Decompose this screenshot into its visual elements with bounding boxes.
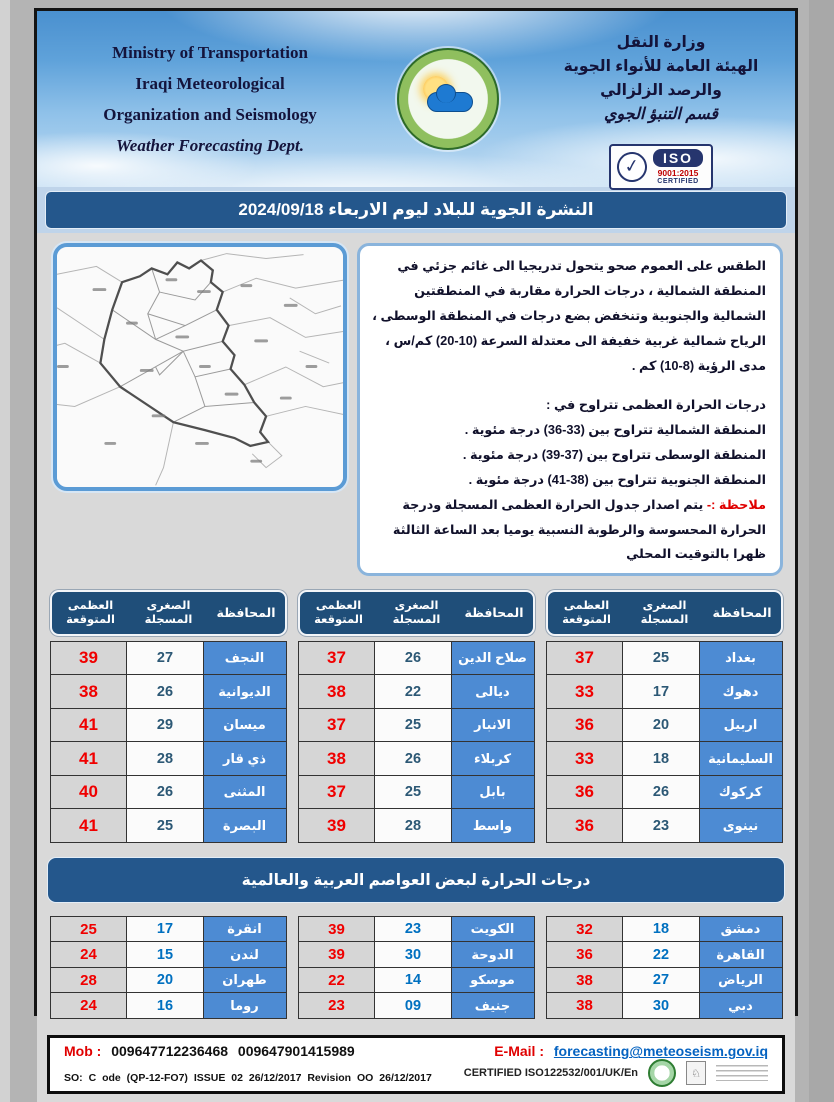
city-cell: القاهرة — [699, 941, 783, 968]
header-max-expected — [300, 599, 378, 628]
city-cell: الديوانية — [203, 674, 287, 709]
email-contact — [494, 1043, 768, 1059]
table-row — [546, 808, 783, 843]
table-row — [546, 992, 783, 1019]
ar-line-authority: الهيئة العامة للأنواء الجوية — [563, 58, 759, 76]
table-row — [50, 708, 287, 743]
table-row — [298, 808, 535, 843]
min-temp-cell: 18 — [622, 916, 700, 943]
forecast-paragraph: الطقس على العموم صحو يتحول تدريجيا الى غائم جزئي في المنطقة الشمالية ، درجات الحرارة مقاربة في المنطقتين الشمالية والجنوبية وتنخفض بضع درجات في المنطقة الوسطى ، الرياح شمالية غربية خفيفة الى معتدلة السرعة (10-20) كم/س ، مدى الرؤية (8-10) كم . — [372, 258, 766, 373]
org-line-dept: Weather Forecasting Dept. — [115, 135, 305, 155]
header-governorate: المحافظة — [712, 605, 772, 620]
max-temp-cell: 22 — [298, 967, 376, 994]
city-cell: موسكو — [451, 967, 535, 994]
city-cell: الكويت — [451, 916, 535, 943]
max-temp-cell: 37 — [546, 641, 624, 676]
min-temp-cell: 26 — [374, 741, 452, 776]
fine-print-lines — [716, 1065, 768, 1081]
table-group — [298, 917, 535, 1019]
city-cell: لندن — [203, 941, 287, 968]
city-cell: السليمانية — [699, 741, 783, 776]
city-cell: دمشق — [699, 916, 783, 943]
mobile-contact — [64, 1043, 355, 1059]
mobile-number-1: 009647712236468 — [111, 1043, 229, 1060]
city-cell: ذي قار — [203, 741, 287, 776]
table-row — [50, 992, 287, 1019]
city-cell: الدوحة — [451, 941, 535, 968]
forecast-section — [37, 233, 795, 584]
header-min-recorded — [378, 599, 456, 628]
city-cell: الرياض — [699, 967, 783, 994]
table-group — [546, 917, 783, 1019]
min-temp-cell: 25 — [126, 808, 204, 843]
max-temp-cell: 36 — [546, 941, 624, 968]
iso-certified-label: CERTIFIED — [657, 178, 699, 186]
min-temp-cell: 15 — [126, 941, 204, 968]
city-cell: النجف — [203, 641, 287, 676]
max-temp-cell: 37 — [298, 775, 376, 810]
city-cell: دبي — [699, 992, 783, 1019]
header-line: المسجلة — [392, 614, 441, 627]
city-cell: ميسان — [203, 708, 287, 743]
min-temp-cell: 14 — [374, 967, 452, 994]
note-text: يتم اصدار جدول الحرارة العظمى المسجلة ودرجة الحرارة المحسوسة والرطوبة النسبية يوميا بعد الساعة الثالثة ظهرا بالتوقيت المحلي — [392, 496, 766, 562]
city-cell: انقرة — [203, 916, 287, 943]
city-cell: طهران — [203, 967, 287, 994]
min-temp-cell: 30 — [374, 941, 452, 968]
max-temp-cell: 33 — [546, 741, 624, 776]
table-row — [546, 941, 783, 968]
org-line-imo-2: Organization and Seismology — [103, 104, 317, 124]
iraq-map-graphic — [57, 247, 343, 487]
table-row — [50, 808, 287, 843]
city-cell: بابل — [451, 775, 535, 810]
min-temp-cell: 25 — [622, 641, 700, 676]
ar-line-ministry: وزارة النقل — [616, 34, 706, 51]
header-line: الصغرى — [146, 600, 191, 613]
arabic-org-title — [527, 11, 795, 187]
city-cell: اربيل — [699, 708, 783, 743]
weather-bulletin-document — [34, 8, 798, 1085]
iso-standard: 9001:2015 — [657, 167, 699, 178]
city-cell: ديالى — [451, 674, 535, 709]
city-cell: جنيف — [451, 992, 535, 1019]
forecast-text-box — [357, 243, 783, 576]
max-temp-cell: 24 — [50, 941, 128, 968]
max-temp-cell: 41 — [50, 741, 128, 776]
max-temp-cell: 23 — [298, 992, 376, 1019]
table-row — [298, 674, 535, 709]
header-line: الصغرى — [642, 600, 687, 613]
table-row — [298, 916, 535, 943]
iraq-map — [53, 243, 347, 491]
governorate-temps-table — [37, 584, 795, 853]
range-central: المنطقة الوسطى تتراوح بين (37-39) درجة مئوية . — [462, 446, 766, 462]
table-group — [546, 590, 783, 843]
min-temp-cell: 28 — [374, 808, 452, 843]
range-south: المنطقة الجنوبية تتراوح بين (38-41) درجة مئوية . — [468, 471, 766, 487]
min-temp-cell: 16 — [126, 992, 204, 1019]
header-min-recorded — [626, 599, 704, 628]
table-group — [50, 917, 287, 1019]
header-line: المسجلة — [640, 614, 689, 627]
max-temp-cell: 36 — [546, 808, 624, 843]
table-group — [50, 590, 287, 843]
org-line-ministry: Ministry of Transportation — [112, 42, 308, 62]
max-temp-cell: 39 — [298, 916, 376, 943]
table-row — [298, 641, 535, 676]
mobile-label: Mob : — [64, 1043, 102, 1060]
city-cell: واسط — [451, 808, 535, 843]
table-row — [298, 967, 535, 994]
min-temp-cell: 09 — [374, 992, 452, 1019]
header-governorate: المحافظة — [216, 605, 276, 620]
ar-line-dept: قسم التنبؤ الجوي — [604, 106, 718, 124]
table-row — [50, 916, 287, 943]
range-north: المنطقة الشمالية تتراوح بين (33-36) درجة مئوية . — [464, 421, 766, 437]
table-group — [298, 590, 535, 843]
header-max-expected — [548, 599, 626, 628]
min-temp-cell: 25 — [374, 775, 452, 810]
table-row — [50, 941, 287, 968]
header-min-recorded — [130, 599, 208, 628]
table-row — [50, 641, 287, 676]
document-body — [37, 233, 795, 1102]
document-code-line: SO: C ode (QP-12-FO7) ISSUE 02 26/12/2017 Revision OO 26/12/2017 — [64, 1072, 432, 1085]
min-temp-cell: 20 — [622, 708, 700, 743]
note — [393, 497, 766, 562]
document-header — [37, 11, 795, 187]
email-label: E-Mail : — [494, 1043, 544, 1060]
city-cell: البصرة — [203, 808, 287, 843]
table-row — [546, 708, 783, 743]
min-temp-cell: 30 — [622, 992, 700, 1019]
header-line: العظمى — [315, 600, 362, 613]
note-label: ملاحظة :- — [706, 496, 766, 512]
table-row — [546, 967, 783, 994]
city-cell: بغداد — [699, 641, 783, 676]
min-temp-cell: 23 — [622, 808, 700, 843]
header-line: المتوقعة — [562, 614, 611, 627]
max-temp-cell: 38 — [546, 967, 624, 994]
title-strip — [37, 187, 795, 233]
max-temp-cell: 25 — [50, 916, 128, 943]
max-temp-cell: 36 — [546, 708, 624, 743]
city-cell: دهوك — [699, 674, 783, 709]
iso-label: ISO — [653, 149, 703, 167]
capitals-temps-table — [37, 911, 795, 1029]
capitals-section-title: درجات الحرارة لبعض العواصم العربية والعالمية — [47, 857, 785, 903]
org-line-imo-1: Iraqi Meteorological — [135, 73, 285, 93]
min-temp-cell: 26 — [126, 775, 204, 810]
min-temp-cell: 28 — [126, 741, 204, 776]
min-temp-cell: 26 — [622, 775, 700, 810]
min-temp-cell: 27 — [622, 967, 700, 994]
min-temp-cell: 18 — [622, 741, 700, 776]
min-temp-cell: 22 — [374, 674, 452, 709]
table-row — [298, 992, 535, 1019]
logo-container — [369, 11, 527, 187]
max-temp-cell: 33 — [546, 674, 624, 709]
max-temp-cell: 41 — [50, 808, 128, 843]
max-temp-cell: 41 — [50, 708, 128, 743]
table-group-header — [298, 590, 535, 636]
max-temp-cell: 24 — [50, 992, 128, 1019]
city-cell: المثنى — [203, 775, 287, 810]
ar-line-seismic: والرصد الزلزالي — [600, 82, 722, 100]
max-temp-cell: 32 — [546, 916, 624, 943]
header-line: الصغرى — [394, 600, 439, 613]
city-cell: نينوى — [699, 808, 783, 843]
table-row — [546, 741, 783, 776]
english-org-title — [37, 11, 369, 187]
max-temp-cell: 28 — [50, 967, 128, 994]
table-row — [546, 775, 783, 810]
min-temp-cell: 17 — [622, 674, 700, 709]
cloud-icon — [427, 92, 473, 112]
table-row — [298, 741, 535, 776]
header-line: العظمى — [67, 600, 114, 613]
checkmark-icon: ✓ — [615, 150, 649, 184]
city-cell: روما — [203, 992, 287, 1019]
city-cell: كربلاء — [451, 741, 535, 776]
min-temp-cell: 17 — [126, 916, 204, 943]
max-temp-cell: 38 — [298, 741, 376, 776]
certified-iso-text: CERTIFIED ISO122532/001/UK/En — [463, 1067, 638, 1080]
max-temp-cell: 36 — [546, 775, 624, 810]
max-temp-cell: 39 — [50, 641, 128, 676]
organization-logo-icon — [397, 48, 499, 150]
min-temp-cell: 26 — [126, 674, 204, 709]
max-temp-cell: 37 — [298, 708, 376, 743]
min-temp-cell: 20 — [126, 967, 204, 994]
city-cell: صلاح الدين — [451, 641, 535, 676]
min-temp-cell: 22 — [622, 941, 700, 968]
max-temp-cell: 38 — [50, 674, 128, 709]
header-max-expected — [52, 599, 130, 628]
header-line: المسجلة — [144, 614, 193, 627]
temperature-ranges — [370, 393, 766, 568]
accreditation-logo-icon — [648, 1059, 676, 1087]
table-row — [546, 641, 783, 676]
table-row — [50, 674, 287, 709]
header-governorate: المحافظة — [464, 605, 524, 620]
certification-mark-icon: ♘ — [686, 1061, 706, 1085]
email-link[interactable]: forecasting@meteoseism.gov.iq — [553, 1043, 768, 1060]
header-line: العظمى — [563, 600, 610, 613]
table-row — [298, 941, 535, 968]
document-footer — [47, 1035, 785, 1094]
max-temp-cell: 39 — [298, 808, 376, 843]
table-row — [50, 967, 287, 994]
min-temp-cell: 23 — [374, 916, 452, 943]
table-row — [298, 708, 535, 743]
table-row — [50, 775, 287, 810]
min-temp-cell: 29 — [126, 708, 204, 743]
max-temp-cell: 40 — [50, 775, 128, 810]
table-row — [50, 741, 287, 776]
table-row — [546, 674, 783, 709]
header-line: المتوقعة — [314, 614, 363, 627]
city-cell: الانبار — [451, 708, 535, 743]
mobile-number-2: 009647901415989 — [237, 1043, 355, 1060]
min-temp-cell: 26 — [374, 641, 452, 676]
ranges-intro: درجات الحرارة العظمى تتراوح في : — [546, 396, 766, 412]
city-cell: كركوك — [699, 775, 783, 810]
header-line: المتوقعة — [66, 614, 115, 627]
table-group-header — [546, 590, 783, 636]
bulletin-title: النشرة الجوية للبلاد ليوم الاربعاء 2024/09/18 — [45, 191, 787, 229]
table-row — [298, 775, 535, 810]
max-temp-cell: 37 — [298, 641, 376, 676]
table-row — [546, 916, 783, 943]
iso-certification-badge — [609, 144, 713, 191]
max-temp-cell: 38 — [298, 674, 376, 709]
table-group-header — [50, 590, 287, 636]
max-temp-cell: 38 — [546, 992, 624, 1019]
max-temp-cell: 39 — [298, 941, 376, 968]
min-temp-cell: 27 — [126, 641, 204, 676]
min-temp-cell: 25 — [374, 708, 452, 743]
